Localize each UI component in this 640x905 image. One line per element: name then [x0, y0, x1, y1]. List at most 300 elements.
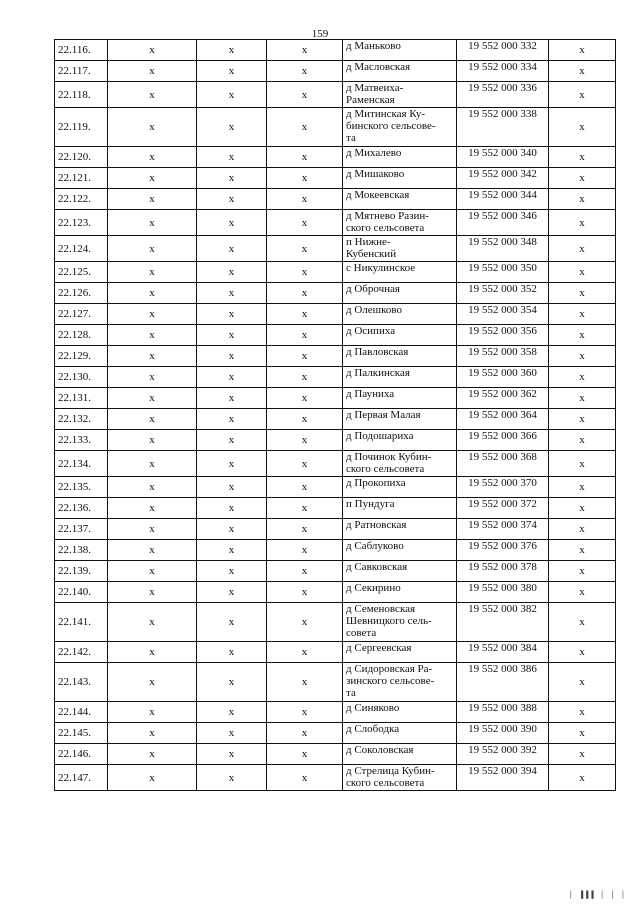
- oktmo-code-cell: 19 552 000 340: [457, 147, 549, 168]
- x-cell: х: [549, 744, 616, 765]
- x-cell: х: [197, 702, 267, 723]
- table-row: [55, 108, 616, 147]
- settlement-name-line: д Слободка: [346, 723, 400, 735]
- settlement-name-line: д Мишаково: [346, 168, 405, 180]
- settlement-name-line: д Прокопиха: [346, 477, 406, 489]
- x-cell: х: [549, 168, 616, 189]
- oktmo-code-cell: 19 552 000 366: [457, 430, 549, 451]
- x-cell: х: [197, 168, 267, 189]
- x-cell: х: [267, 561, 343, 582]
- settlement-name-line: д Маньково: [346, 40, 401, 52]
- settlement-name-line: бинского сельсове-: [346, 120, 436, 132]
- settlement-name-cell: [343, 189, 457, 210]
- row-number-cell: 22.139.: [55, 561, 108, 582]
- settlement-name-cell: [343, 236, 457, 262]
- x-cell: х: [549, 519, 616, 540]
- row-number-cell: 22.133.: [55, 430, 108, 451]
- x-cell: х: [197, 61, 267, 82]
- oktmo-code-cell: 19 552 000 332: [457, 40, 549, 61]
- x-cell: х: [549, 236, 616, 262]
- x-cell: х: [108, 765, 197, 791]
- x-cell: х: [108, 210, 197, 236]
- oktmo-code-cell: 19 552 000 336: [457, 82, 549, 108]
- table-row: [55, 519, 616, 540]
- row-number-cell: 22.136.: [55, 498, 108, 519]
- settlement-name-line: д Соколовская: [346, 744, 414, 756]
- row-number-cell: 22.121.: [55, 168, 108, 189]
- x-cell: х: [197, 663, 267, 702]
- settlement-name-cell: [343, 519, 457, 540]
- row-number-cell: 22.144.: [55, 702, 108, 723]
- settlement-name-cell: [343, 40, 457, 61]
- x-cell: х: [108, 663, 197, 702]
- oktmo-code-cell: 19 552 000 352: [457, 283, 549, 304]
- x-cell: х: [108, 723, 197, 744]
- x-cell: х: [108, 561, 197, 582]
- settlement-name-line: д Олешково: [346, 304, 403, 316]
- settlement-name-line: д Первая Малая: [346, 409, 421, 421]
- x-cell: х: [197, 603, 267, 642]
- settlement-name-line: д Осипиха: [346, 325, 396, 337]
- x-cell: х: [267, 744, 343, 765]
- settlement-name-cell: [343, 582, 457, 603]
- settlement-registry-table: [54, 39, 616, 791]
- x-cell: х: [197, 498, 267, 519]
- row-number-cell: 22.119.: [55, 108, 108, 147]
- x-cell: х: [549, 325, 616, 346]
- table-row: [55, 236, 616, 262]
- settlement-name-cell: [343, 367, 457, 388]
- x-cell: х: [549, 388, 616, 409]
- oktmo-code-cell: 19 552 000 342: [457, 168, 549, 189]
- oktmo-code-cell: 19 552 000 394: [457, 765, 549, 791]
- settlement-name-line: д Матвеиха-: [346, 82, 404, 94]
- settlement-name-line: Кубенский: [346, 248, 397, 260]
- row-number-cell: 22.138.: [55, 540, 108, 561]
- settlement-name-cell: [343, 262, 457, 283]
- settlement-name-line: д Пауниха: [346, 388, 395, 400]
- x-cell: х: [197, 451, 267, 477]
- x-cell: х: [549, 498, 616, 519]
- oktmo-code-cell: 19 552 000 360: [457, 367, 549, 388]
- x-cell: х: [197, 540, 267, 561]
- x-cell: х: [549, 451, 616, 477]
- settlement-name-cell: [343, 451, 457, 477]
- x-cell: х: [108, 451, 197, 477]
- oktmo-code-cell: 19 552 000 348: [457, 236, 549, 262]
- x-cell: х: [267, 388, 343, 409]
- x-cell: х: [267, 82, 343, 108]
- table-row: [55, 540, 616, 561]
- oktmo-code-cell: 19 552 000 390: [457, 723, 549, 744]
- x-cell: х: [197, 367, 267, 388]
- settlement-name-cell: [343, 498, 457, 519]
- settlement-name-cell: [343, 346, 457, 367]
- x-cell: х: [267, 40, 343, 61]
- row-number-cell: 22.126.: [55, 283, 108, 304]
- table-row: [55, 723, 616, 744]
- row-number-cell: 22.129.: [55, 346, 108, 367]
- x-cell: х: [108, 40, 197, 61]
- table-row: [55, 346, 616, 367]
- oktmo-code-cell: 19 552 000 356: [457, 325, 549, 346]
- x-cell: х: [197, 430, 267, 451]
- settlement-name-line: д Починок Кубин-: [346, 451, 432, 463]
- table-row: [55, 388, 616, 409]
- x-cell: х: [108, 61, 197, 82]
- x-cell: х: [267, 430, 343, 451]
- x-cell: х: [267, 498, 343, 519]
- settlement-name-cell: [343, 642, 457, 663]
- settlement-name-line: д Палкинская: [346, 367, 410, 379]
- table-row: [55, 702, 616, 723]
- settlement-name-line: д Митинская Ку-: [346, 108, 426, 120]
- row-number-cell: 22.117.: [55, 61, 108, 82]
- x-cell: х: [267, 642, 343, 663]
- row-number-cell: 22.145.: [55, 723, 108, 744]
- x-cell: х: [108, 283, 197, 304]
- x-cell: х: [267, 723, 343, 744]
- x-cell: х: [267, 367, 343, 388]
- x-cell: х: [549, 262, 616, 283]
- x-cell: х: [108, 702, 197, 723]
- settlement-name-cell: [343, 168, 457, 189]
- x-cell: х: [549, 430, 616, 451]
- table-row: [55, 765, 616, 791]
- row-number-cell: 22.140.: [55, 582, 108, 603]
- oktmo-code-cell: 19 552 000 334: [457, 61, 549, 82]
- oktmo-code-cell: 19 552 000 350: [457, 262, 549, 283]
- settlement-name-cell: [343, 61, 457, 82]
- row-number-cell: 22.120.: [55, 147, 108, 168]
- x-cell: х: [197, 210, 267, 236]
- row-number-cell: 22.128.: [55, 325, 108, 346]
- x-cell: х: [267, 582, 343, 603]
- settlement-name-line: Шевницкого сель-: [346, 615, 432, 627]
- table-row: [55, 498, 616, 519]
- settlement-name-line: Раменская: [346, 94, 395, 106]
- oktmo-code-cell: 19 552 000 364: [457, 409, 549, 430]
- settlement-name-line: ского сельсовета: [346, 222, 425, 234]
- x-cell: х: [549, 147, 616, 168]
- table-row: [55, 325, 616, 346]
- x-cell: х: [197, 262, 267, 283]
- x-cell: х: [267, 477, 343, 498]
- x-cell: х: [267, 409, 343, 430]
- x-cell: х: [267, 210, 343, 236]
- x-cell: х: [549, 561, 616, 582]
- table-row: [55, 603, 616, 642]
- row-number-cell: 22.132.: [55, 409, 108, 430]
- table-row: [55, 409, 616, 430]
- settlement-name-line: совета: [346, 627, 377, 639]
- settlement-name-cell: [343, 477, 457, 498]
- x-cell: х: [108, 82, 197, 108]
- x-cell: х: [267, 325, 343, 346]
- table-row: [55, 430, 616, 451]
- table-row: [55, 283, 616, 304]
- settlement-name-cell: [343, 283, 457, 304]
- table-row: [55, 477, 616, 498]
- x-cell: х: [197, 189, 267, 210]
- row-number-cell: 22.118.: [55, 82, 108, 108]
- settlement-name-line: д Оброчная: [346, 283, 400, 295]
- settlement-name-cell: [343, 744, 457, 765]
- settlement-name-line: д Сергеевская: [346, 642, 412, 654]
- row-number-cell: 22.116.: [55, 40, 108, 61]
- x-cell: х: [108, 304, 197, 325]
- x-cell: х: [197, 325, 267, 346]
- x-cell: х: [549, 189, 616, 210]
- row-number-cell: 22.122.: [55, 189, 108, 210]
- x-cell: х: [267, 346, 343, 367]
- table-row: [55, 210, 616, 236]
- x-cell: х: [108, 168, 197, 189]
- x-cell: х: [267, 663, 343, 702]
- table-row: [55, 561, 616, 582]
- x-cell: х: [108, 642, 197, 663]
- x-cell: х: [267, 262, 343, 283]
- x-cell: х: [197, 409, 267, 430]
- x-cell: х: [108, 498, 197, 519]
- x-cell: х: [549, 304, 616, 325]
- x-cell: х: [549, 346, 616, 367]
- settlement-name-cell: [343, 82, 457, 108]
- x-cell: х: [197, 744, 267, 765]
- row-number-cell: 22.146.: [55, 744, 108, 765]
- row-number-cell: 22.127.: [55, 304, 108, 325]
- settlement-name-cell: [343, 540, 457, 561]
- settlement-name-line: с Никулинское: [346, 262, 416, 274]
- x-cell: х: [108, 236, 197, 262]
- x-cell: х: [267, 61, 343, 82]
- table-row: [55, 451, 616, 477]
- settlement-name-line: д Синяково: [346, 702, 400, 714]
- settlement-name-line: ского сельсовета: [346, 463, 425, 475]
- table-row: [55, 168, 616, 189]
- oktmo-code-cell: 19 552 000 374: [457, 519, 549, 540]
- settlement-name-cell: [343, 147, 457, 168]
- x-cell: х: [108, 189, 197, 210]
- x-cell: х: [197, 82, 267, 108]
- settlement-name-line: д Саблуково: [346, 540, 404, 552]
- settlement-name-cell: [343, 663, 457, 702]
- x-cell: х: [549, 663, 616, 702]
- oktmo-code-cell: 19 552 000 358: [457, 346, 549, 367]
- settlement-name-line: д Ратновская: [346, 519, 407, 531]
- x-cell: х: [197, 582, 267, 603]
- x-cell: х: [549, 40, 616, 61]
- x-cell: х: [108, 108, 197, 147]
- x-cell: х: [549, 477, 616, 498]
- x-cell: х: [197, 388, 267, 409]
- settlement-name-cell: [343, 723, 457, 744]
- settlement-name-cell: [343, 765, 457, 791]
- table-row: [55, 663, 616, 702]
- settlement-name-cell: [343, 304, 457, 325]
- table-row: [55, 61, 616, 82]
- oktmo-code-cell: 19 552 000 384: [457, 642, 549, 663]
- table-row: [55, 189, 616, 210]
- row-number-cell: 22.124.: [55, 236, 108, 262]
- settlement-name-cell: [343, 603, 457, 642]
- oktmo-code-cell: 19 552 000 362: [457, 388, 549, 409]
- x-cell: х: [267, 603, 343, 642]
- x-cell: х: [267, 540, 343, 561]
- x-cell: х: [549, 210, 616, 236]
- settlement-name-line: д Мятнево Разин-: [346, 210, 429, 222]
- x-cell: х: [549, 765, 616, 791]
- settlement-name-line: д Подошариха: [346, 430, 414, 442]
- table-row: [55, 82, 616, 108]
- settlement-name-line: д Савковская: [346, 561, 408, 573]
- x-cell: х: [108, 367, 197, 388]
- x-cell: х: [108, 519, 197, 540]
- x-cell: х: [267, 108, 343, 147]
- oktmo-code-cell: 19 552 000 382: [457, 603, 549, 642]
- settlement-name-line: д Стрелица Кубин-: [346, 765, 435, 777]
- settlement-name-line: д Масловская: [346, 61, 411, 73]
- x-cell: х: [108, 603, 197, 642]
- x-cell: х: [197, 477, 267, 498]
- x-cell: х: [549, 61, 616, 82]
- table-row: [55, 367, 616, 388]
- x-cell: х: [267, 236, 343, 262]
- x-cell: х: [549, 642, 616, 663]
- settlement-name-cell: [343, 409, 457, 430]
- oktmo-code-cell: 19 552 000 370: [457, 477, 549, 498]
- oktmo-code-cell: 19 552 000 386: [457, 663, 549, 702]
- settlement-name-cell: [343, 388, 457, 409]
- settlement-name-line: ского сельсовета: [346, 777, 425, 789]
- settlement-name-cell: [343, 430, 457, 451]
- x-cell: х: [267, 702, 343, 723]
- x-cell: х: [549, 702, 616, 723]
- row-number-cell: 22.125.: [55, 262, 108, 283]
- settlement-name-line: зинского сельсове-: [346, 675, 435, 687]
- oktmo-code-cell: 19 552 000 376: [457, 540, 549, 561]
- x-cell: х: [267, 168, 343, 189]
- oktmo-code-cell: 19 552 000 388: [457, 702, 549, 723]
- table-row: [55, 304, 616, 325]
- x-cell: х: [549, 409, 616, 430]
- row-number-cell: 22.143.: [55, 663, 108, 702]
- x-cell: х: [108, 744, 197, 765]
- row-number-cell: 22.123.: [55, 210, 108, 236]
- oktmo-code-cell: 19 552 000 368: [457, 451, 549, 477]
- x-cell: х: [267, 519, 343, 540]
- row-number-cell: 22.131.: [55, 388, 108, 409]
- x-cell: х: [108, 409, 197, 430]
- settlement-name-cell: [343, 702, 457, 723]
- x-cell: х: [549, 723, 616, 744]
- row-number-cell: 22.142.: [55, 642, 108, 663]
- x-cell: х: [549, 283, 616, 304]
- x-cell: х: [197, 236, 267, 262]
- settlement-name-line: д Мокеевская: [346, 189, 410, 201]
- x-cell: х: [267, 147, 343, 168]
- x-cell: х: [108, 325, 197, 346]
- x-cell: х: [108, 430, 197, 451]
- x-cell: х: [267, 189, 343, 210]
- scan-artifact: ▏ ▌▌▌ ▏ ▏ ▏: [570, 891, 628, 899]
- x-cell: х: [197, 40, 267, 61]
- settlement-name-line: д Павловская: [346, 346, 409, 358]
- settlement-name-cell: [343, 561, 457, 582]
- x-cell: х: [267, 283, 343, 304]
- oktmo-code-cell: 19 552 000 338: [457, 108, 549, 147]
- x-cell: х: [197, 561, 267, 582]
- page-number: 159: [311, 28, 329, 40]
- oktmo-code-cell: 19 552 000 344: [457, 189, 549, 210]
- oktmo-code-cell: 19 552 000 354: [457, 304, 549, 325]
- x-cell: х: [197, 304, 267, 325]
- x-cell: х: [549, 367, 616, 388]
- settlement-name-line: та: [346, 687, 356, 699]
- oktmo-code-cell: 19 552 000 372: [457, 498, 549, 519]
- x-cell: х: [197, 108, 267, 147]
- oktmo-code-cell: 19 552 000 346: [457, 210, 549, 236]
- row-number-cell: 22.137.: [55, 519, 108, 540]
- x-cell: х: [267, 451, 343, 477]
- x-cell: х: [197, 765, 267, 791]
- x-cell: х: [197, 723, 267, 744]
- settlement-name-cell: [343, 210, 457, 236]
- x-cell: х: [108, 388, 197, 409]
- oktmo-code-cell: 19 552 000 380: [457, 582, 549, 603]
- settlement-name-line: п Пундуга: [346, 498, 395, 510]
- x-cell: х: [197, 346, 267, 367]
- settlement-name-line: та: [346, 132, 356, 144]
- row-number-cell: 22.141.: [55, 603, 108, 642]
- settlement-name-line: п Нижне-: [346, 236, 391, 248]
- table-row: [55, 262, 616, 283]
- table-row: [55, 40, 616, 61]
- table-row: [55, 147, 616, 168]
- x-cell: х: [197, 519, 267, 540]
- x-cell: х: [197, 283, 267, 304]
- table-row: [55, 642, 616, 663]
- x-cell: х: [197, 147, 267, 168]
- x-cell: х: [549, 108, 616, 147]
- x-cell: х: [108, 540, 197, 561]
- x-cell: х: [197, 642, 267, 663]
- settlement-name-cell: [343, 325, 457, 346]
- row-number-cell: 22.135.: [55, 477, 108, 498]
- x-cell: х: [549, 540, 616, 561]
- x-cell: х: [549, 603, 616, 642]
- x-cell: х: [549, 582, 616, 603]
- settlement-name-line: д Семеновская: [346, 603, 416, 615]
- settlement-name-line: д Михалево: [346, 147, 402, 159]
- x-cell: х: [108, 262, 197, 283]
- x-cell: х: [108, 346, 197, 367]
- x-cell: х: [108, 477, 197, 498]
- x-cell: х: [549, 82, 616, 108]
- x-cell: х: [267, 304, 343, 325]
- table-body: [55, 40, 616, 791]
- oktmo-code-cell: 19 552 000 378: [457, 561, 549, 582]
- settlement-name-cell: [343, 108, 457, 147]
- x-cell: х: [108, 582, 197, 603]
- x-cell: х: [267, 765, 343, 791]
- row-number-cell: 22.130.: [55, 367, 108, 388]
- row-number-cell: 22.134.: [55, 451, 108, 477]
- x-cell: х: [108, 147, 197, 168]
- table-row: [55, 744, 616, 765]
- table-row: [55, 582, 616, 603]
- settlement-name-line: д Сидоровская Ра-: [346, 663, 433, 675]
